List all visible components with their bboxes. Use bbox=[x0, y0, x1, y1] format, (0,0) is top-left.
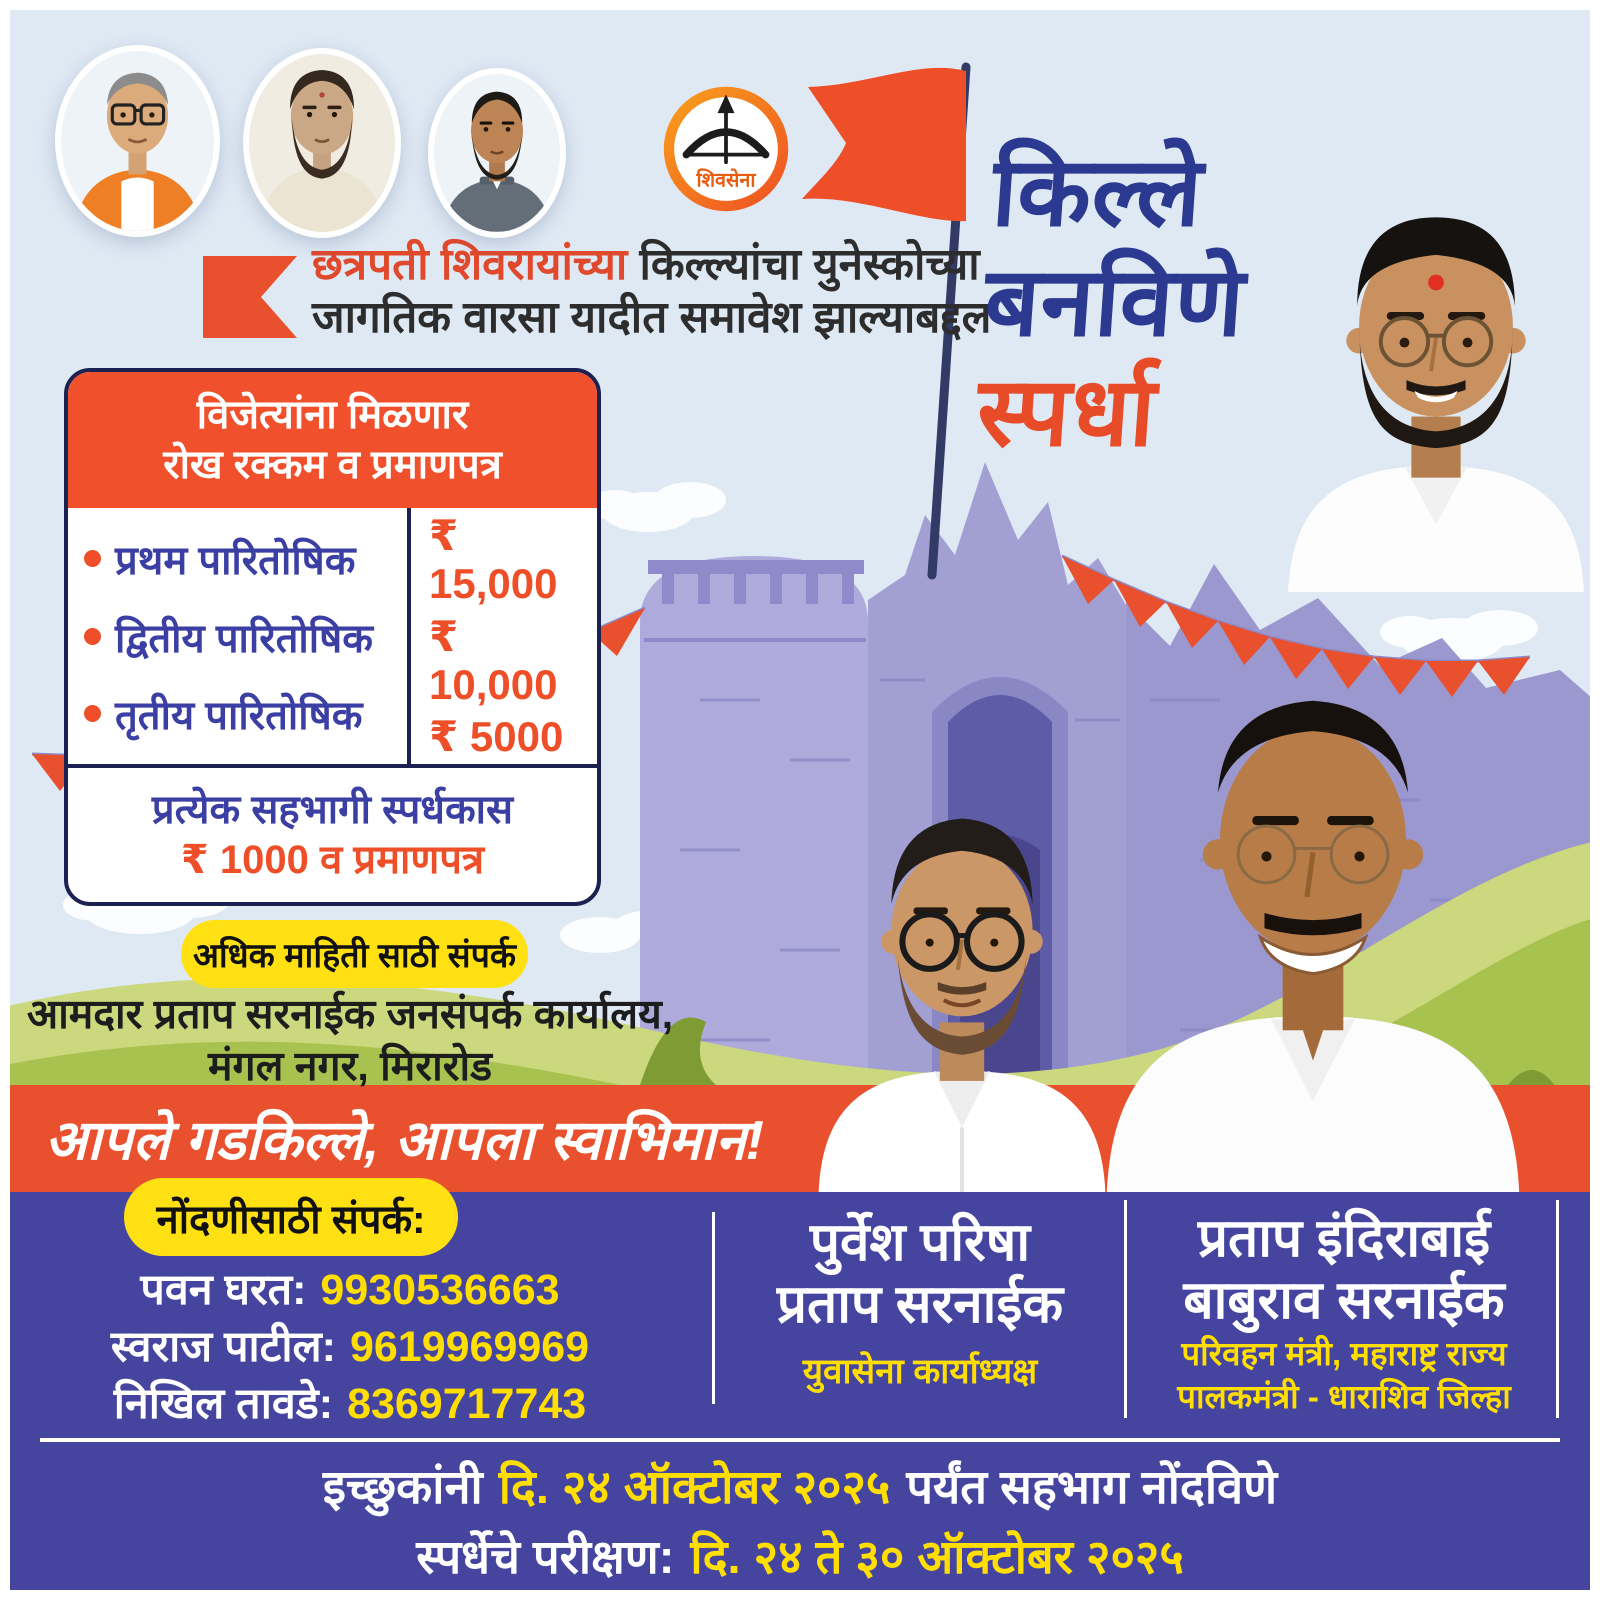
title-line-3: स्पर्धा bbox=[973, 359, 1160, 466]
person-right-caption bbox=[1138, 1208, 1550, 1418]
prize-card bbox=[64, 368, 601, 906]
shivsena-logo bbox=[660, 83, 792, 215]
contact-phone: 9619969969 bbox=[349, 1323, 590, 1371]
footer-l1-date: दि. २४ ऑक्टोबर २०२५ bbox=[498, 1460, 891, 1513]
horizontal-divider bbox=[40, 1438, 1560, 1442]
footer-line-2 bbox=[0, 1522, 1600, 1592]
footer-line-1 bbox=[0, 1452, 1600, 1522]
portrait-oval-1 bbox=[55, 45, 220, 237]
contact-phone: 8369717743 bbox=[347, 1380, 587, 1428]
prize-header-line-2: रोख रक्कम व प्रमाणपत्र bbox=[163, 443, 502, 487]
unesco-rest: किल्ल्यांचा युनेस्कोच्या bbox=[627, 240, 980, 289]
office-line-2: मंगल नगर, मिरारोड bbox=[207, 1043, 493, 1089]
footer-l1-white2: पर्यंत सहभाग नोंदविणे bbox=[906, 1460, 1278, 1513]
registration-pill bbox=[124, 1178, 458, 1256]
prize-item-second bbox=[84, 609, 407, 664]
info-contact-pill bbox=[181, 920, 528, 988]
person-left-caption bbox=[722, 1212, 1118, 1393]
footer-l2-white: स्पर्धेचे परीक्षण: bbox=[416, 1530, 675, 1583]
person-name-line-1: पुर्वेश परिषा bbox=[809, 1213, 1031, 1272]
prize-label: द्वितीय पारितोषिक bbox=[115, 616, 373, 661]
contact-phone: 9930536663 bbox=[320, 1266, 560, 1314]
prize-amount-third: ₹ 5000 bbox=[429, 712, 564, 760]
prize-item-third bbox=[84, 686, 407, 741]
unesco-announcement bbox=[312, 238, 992, 344]
person-name-line-2: प्रताप सरनाईक bbox=[776, 1275, 1064, 1334]
portrait-1-illustration bbox=[61, 51, 214, 231]
portrait-oval-2 bbox=[243, 48, 401, 238]
logo-text: शिवसेना bbox=[696, 169, 756, 192]
prize-card-body bbox=[68, 508, 597, 764]
contact-row bbox=[20, 1376, 680, 1433]
ribbon-chevron-icon bbox=[203, 256, 297, 338]
prize-amount-second: ₹ 10,000 bbox=[429, 612, 558, 708]
person-name-line-2: बाबुराव सरनाईक bbox=[1183, 1271, 1505, 1330]
footer-dates bbox=[0, 1452, 1600, 1592]
prize-label: प्रथम पारितोषिक bbox=[115, 538, 356, 583]
pratap-portrait bbox=[1098, 626, 1528, 1192]
unesco-line-2: जागतिक वारसा यादीत समावेश झाल्याबद्दल bbox=[312, 293, 992, 342]
person-name-line-1: प्रताप इंदिराबाई bbox=[1197, 1209, 1491, 1268]
portrait-2-illustration bbox=[249, 54, 395, 232]
contact-row bbox=[20, 1262, 680, 1319]
registration-pill-label: नोंदणीसाठी संपर्क: bbox=[156, 1197, 426, 1242]
prize-amount-first: ₹ 15,000 bbox=[429, 512, 558, 608]
leader-portrait bbox=[1272, 178, 1600, 592]
vertical-separator bbox=[1124, 1200, 1127, 1418]
prize-item-first bbox=[84, 531, 407, 586]
bullet-icon bbox=[84, 628, 101, 645]
contact-name: पवन घरत: bbox=[140, 1266, 307, 1314]
title-line-1: किल्ले bbox=[988, 139, 1207, 246]
person-role-line-1: परिवहन मंत्री, महाराष्ट्र राज्य bbox=[1181, 1335, 1507, 1372]
title-line-2: बनविणे bbox=[981, 249, 1249, 356]
vertical-separator bbox=[1556, 1200, 1559, 1418]
info-pill-label: अधिक माहिती साठी संपर्क bbox=[192, 937, 517, 975]
contact-name: निखिल तावडे: bbox=[113, 1380, 334, 1428]
bullet-icon bbox=[84, 550, 101, 567]
bullet-icon bbox=[84, 705, 101, 722]
footer-l1-white: इच्छुकांनी bbox=[322, 1460, 483, 1513]
unesco-highlight: छत्रपती शिवरायांच्या bbox=[312, 240, 628, 289]
office-line-1: आमदार प्रताप सरनाईक जनसंपर्क कार्यालय, bbox=[26, 991, 674, 1037]
participation-note bbox=[68, 764, 597, 902]
prize-header-line-1: विजेत्यांना मिळणार bbox=[196, 393, 469, 437]
person-role-line-2: पालकमंत्री - धाराशिव जिल्हा bbox=[1177, 1378, 1511, 1415]
contact-row bbox=[20, 1319, 680, 1376]
portrait-oval-3 bbox=[428, 68, 566, 238]
page-title bbox=[973, 138, 1316, 468]
participation-line-2: ₹ 1000 व प्रमाणपत्र bbox=[180, 838, 485, 882]
purvesh-portrait bbox=[803, 768, 1121, 1192]
office-address bbox=[20, 988, 680, 1092]
vertical-separator bbox=[712, 1212, 715, 1404]
prize-amounts-column bbox=[407, 508, 597, 764]
unesco-line-1 bbox=[312, 238, 992, 291]
person-role: युवासेना कार्याध्यक्ष bbox=[802, 1352, 1038, 1391]
prize-label: तृतीय पारितोषिक bbox=[115, 694, 363, 739]
portrait-3-illustration bbox=[434, 74, 560, 232]
contact-name: स्वराज पाटील: bbox=[110, 1323, 336, 1371]
prize-labels-column bbox=[68, 508, 407, 764]
slogan-text: आपले गडकिल्ले, आपला स्वाभिमान! bbox=[45, 1109, 764, 1171]
participation-line-1: प्रत्येक सहभागी स्पर्धकास bbox=[151, 788, 514, 832]
prize-card-header bbox=[68, 372, 597, 508]
footer-l2-date: दि. २४ ते ३० ऑक्टोबर २०२५ bbox=[690, 1530, 1184, 1583]
registration-contacts bbox=[20, 1262, 680, 1433]
